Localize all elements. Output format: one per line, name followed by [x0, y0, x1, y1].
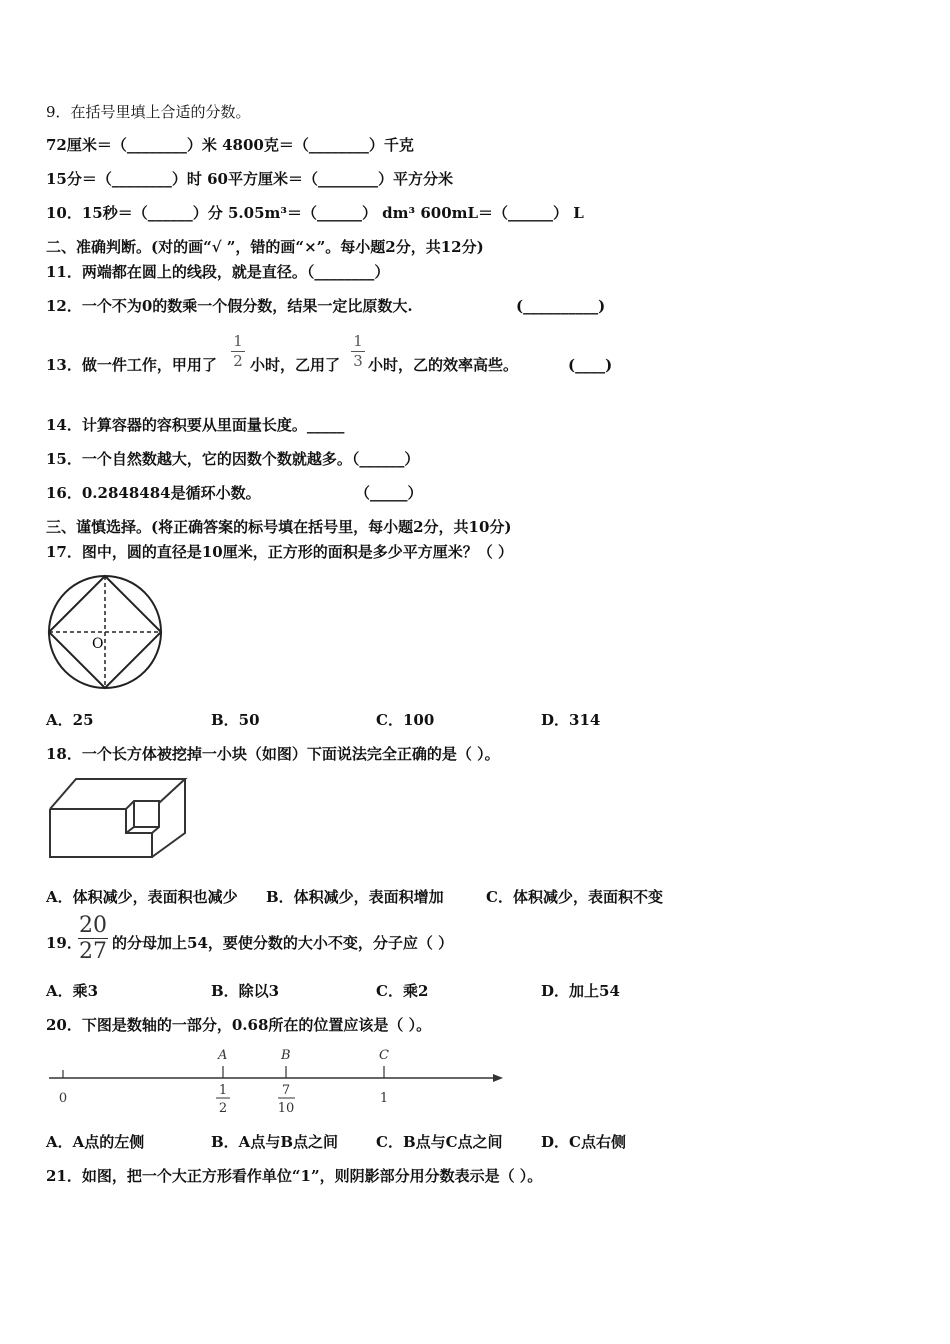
q20-seven-den: 10: [277, 1101, 295, 1116]
q17-center-label: O: [92, 636, 104, 652]
q19-fraction-num: 20: [79, 913, 107, 938]
q20-option-d[interactable]: D．C点右侧: [541, 1133, 626, 1151]
q17-circle-square-figure: [46, 575, 164, 693]
q17-option-b[interactable]: B．50: [211, 711, 260, 729]
q20-label-one: 1: [379, 1091, 389, 1106]
q16: 16．0.2848484是循环小数。: [46, 484, 261, 502]
q18-option-a[interactable]: A．体积减少，表面积也减少: [46, 888, 238, 906]
q19-option-c[interactable]: C．乘2: [376, 982, 429, 1000]
q20-option-c[interactable]: C．B点与C点之间: [376, 1133, 503, 1151]
q13-part3: 小时，乙的效率高些。: [368, 356, 519, 374]
q13-part2: 小时，乙用了: [250, 356, 341, 374]
q17: 17．图中，圆的直径是10厘米，正方形的面积是多少平方厘米？（ ）: [46, 543, 513, 561]
q18: 18．一个长方体被挖掉一小块（如图）下面说法完全正确的是（ ）。: [46, 745, 500, 763]
q20-half-den: 2: [218, 1101, 228, 1116]
q13-fraction-1-num: 1: [233, 332, 243, 350]
q13-blank: (____): [568, 356, 613, 374]
q16-blank: （_____）: [355, 484, 423, 502]
q11: 11．两端都在圆上的线段，就是直径。（________）: [46, 263, 390, 281]
q20-label-c: C: [379, 1048, 389, 1063]
q18-cuboid-figure: [46, 776, 191, 862]
q9-line1: 72厘米＝（________）米 4800克＝（________）千克: [46, 136, 414, 154]
section3-heading: 三、谨慎选择。(将正确答案的标号填在括号里，每小题2分，共10分): [46, 518, 512, 536]
q9-title: 9．在括号里填上合适的分数。: [46, 103, 251, 121]
q12: 12．一个不为0的数乘一个假分数，结果一定比原数大.: [46, 297, 413, 315]
q17-option-c[interactable]: C．100: [376, 711, 435, 729]
q13-fraction-2: [351, 333, 365, 370]
q20-axis-arrow: [493, 1074, 503, 1082]
q19-fraction: [78, 914, 108, 963]
q13-fraction-2-num: 1: [353, 332, 363, 350]
q20-label-b: B: [281, 1048, 291, 1063]
q18-option-c[interactable]: C．体积减少，表面积不变: [486, 888, 663, 906]
q9-line2: 15分＝（________）时 60平方厘米＝（________）平方分米: [46, 170, 453, 188]
q20-option-a[interactable]: A．A点的左侧: [46, 1133, 145, 1151]
q19-text: 的分母加上54，要使分数的大小不变，分子应（ ）: [112, 934, 454, 952]
q20-label-a: A: [218, 1048, 228, 1063]
q20-label-zero: 0: [58, 1091, 68, 1106]
q17-option-d[interactable]: D．314: [541, 711, 601, 729]
q20-seven-num: 7: [281, 1083, 291, 1098]
q15: 15．一个自然数越大，它的因数个数就越多。（______）: [46, 450, 420, 468]
q20-half-num: 1: [218, 1083, 228, 1098]
q21: 21．如图，把一个大正方形看作单位“1”，则阴影部分用分数表示是（ ）。: [46, 1167, 543, 1185]
q17-option-a[interactable]: A．25: [46, 711, 94, 729]
q19-option-a[interactable]: A．乘3: [46, 982, 99, 1000]
q19-option-d[interactable]: D．加上54: [541, 982, 620, 1000]
q19-option-b[interactable]: B．除以3: [211, 982, 280, 1000]
q10: 10．15秒＝（______）分 5.05m³＝（______） dm³ 600mL＝（______） L: [46, 204, 584, 222]
q20-number-line: [46, 1044, 508, 1118]
q20-option-b[interactable]: B．A点与B点之间: [211, 1133, 338, 1151]
q13-fraction-2-den: 3: [353, 352, 363, 370]
q12-blank: (__________): [516, 297, 606, 315]
q13-fraction-1-den: 2: [233, 352, 243, 370]
q13-fraction-1: [231, 333, 245, 370]
section2-heading: 二、准确判断。(对的画“√ ”，错的画“×”。每小题2分，共12分): [46, 238, 484, 256]
q13-part1: 13．做一件工作，甲用了: [46, 356, 217, 374]
q19-fraction-den: 27: [79, 939, 107, 964]
q20: 20．下图是数轴的一部分，0.68所在的位置应该是（ ）。: [46, 1016, 432, 1034]
q18-option-b[interactable]: B．体积减少，表面积增加: [266, 888, 444, 906]
q14: 14．计算容器的容积要从里面量长度。_____: [46, 416, 345, 434]
q19-prefix: 19．: [46, 934, 82, 952]
